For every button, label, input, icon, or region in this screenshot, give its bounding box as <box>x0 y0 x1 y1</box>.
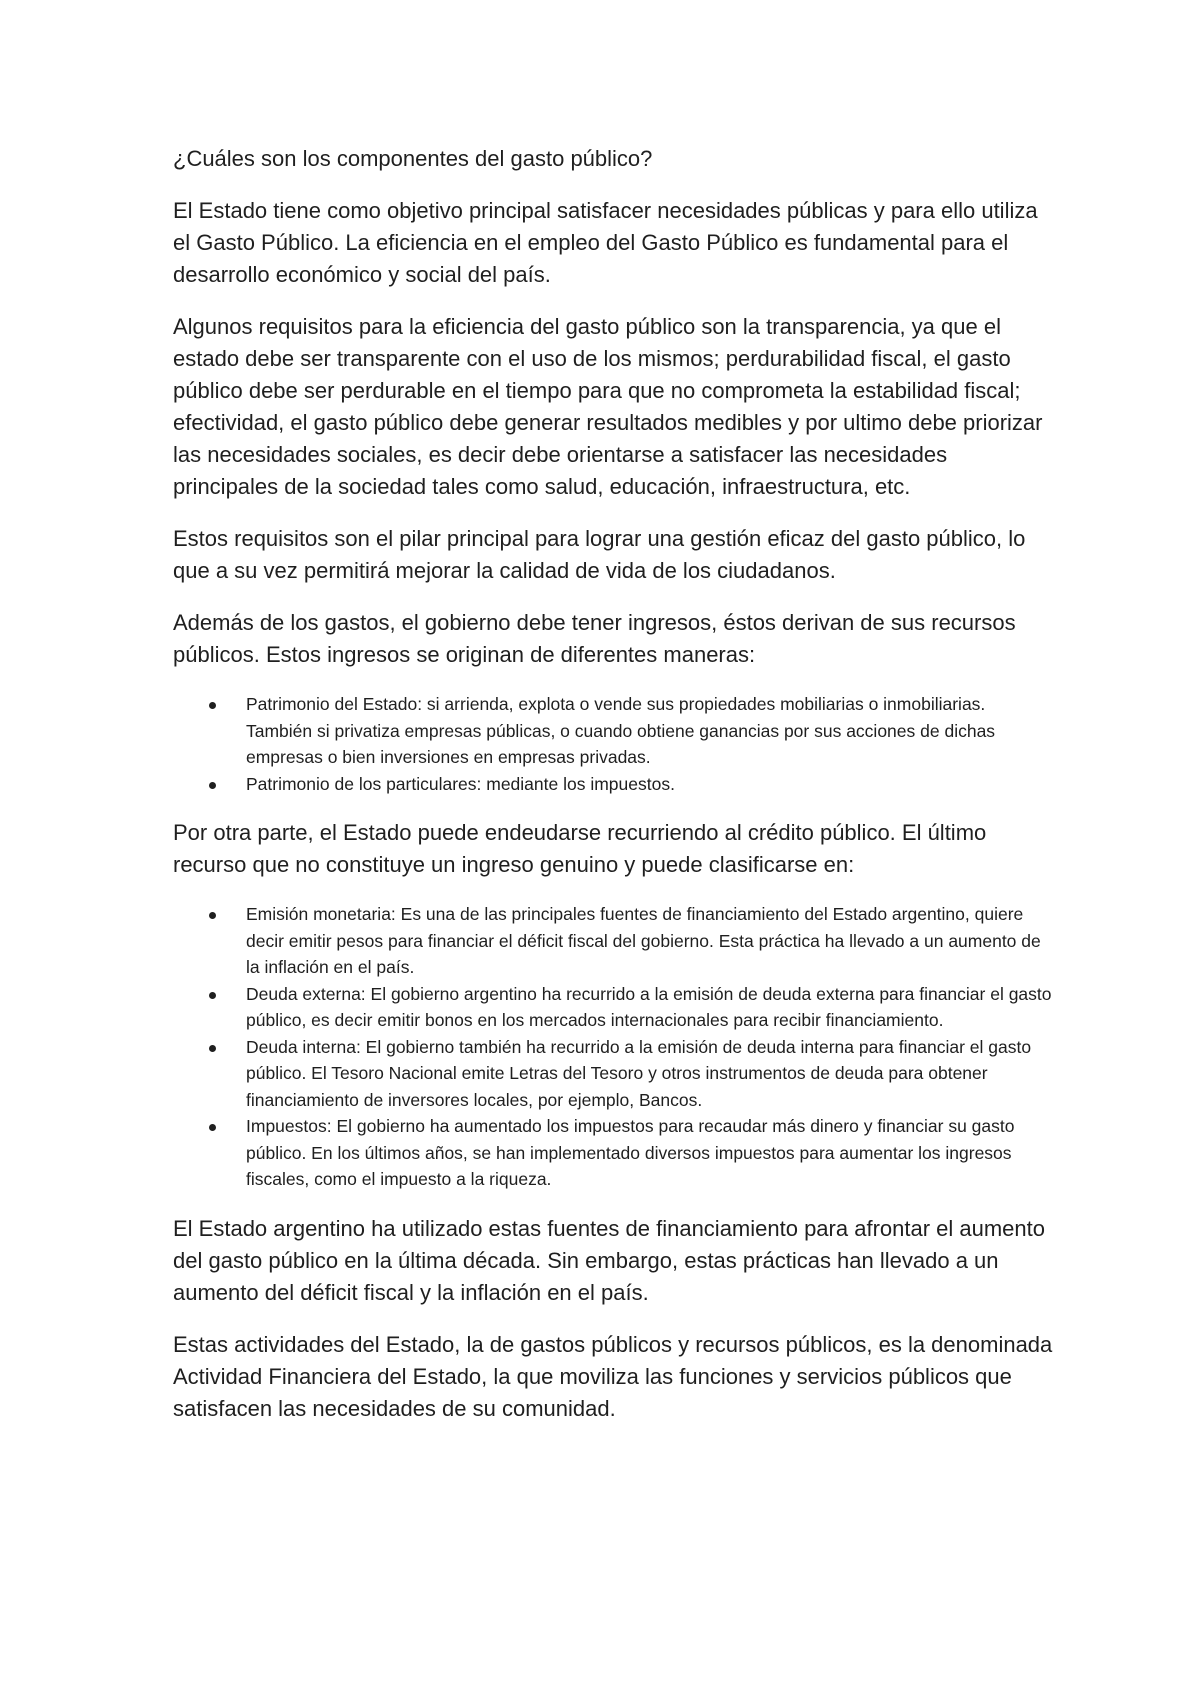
list-item-text: Patrimonio del Estado: si arrienda, explota o vende sus propiedades mobiliarias o inmobiliarias. También si privatiza empresas públicas, o cuando obtiene ganancias por sus acciones de dichas empresas o bien inversiones en empresas privadas. <box>246 694 996 767</box>
bullet-icon <box>209 1045 216 1052</box>
document-question: ¿Cuáles son los componentes del gasto público? <box>173 146 653 171</box>
paragraph-credito: Por otra parte, el Estado puede endeudarse recurriendo al crédito público. El último recurso que no constituye un ingreso genuino y puede clasificarse en: <box>173 820 987 877</box>
list-item <box>173 981 1053 1034</box>
list-item-text: Deuda interna: El gobierno también ha recurrido a la emisión de deuda interna para financiar el gasto público. El Tesoro Nacional emite Letras del Tesoro y otros instrumentos de deuda para obtener financiamiento de inversores locales, por ejemplo, Bancos. <box>246 1036 1032 1110</box>
paragraph-pilar: Estos requisitos son el pilar principal para lograr una gestión eficaz del gasto público, lo que a su vez permitirá mejorar la calidad de vida de los ciudadanos. <box>173 526 1026 583</box>
list-item-text: Emisión monetaria: Es una de las principales fuentes de financiamiento del Estado argentino, quiere decir emitir pesos para financiar el déficit fiscal del gobierno. Esta práctica ha llevado a un aumento de la inflación en el país. <box>246 904 1041 977</box>
list-item <box>173 1034 1053 1114</box>
list-financiamiento <box>173 901 1053 1193</box>
bullet-icon <box>209 912 216 919</box>
list-item-text: Patrimonio de los particulares: mediante los impuestos. <box>246 773 675 794</box>
bullet-icon <box>209 1124 216 1131</box>
paragraph-argentino: El Estado argentino ha utilizado estas fuentes de financiamiento para afrontar el aumento del gasto público en la última década. Sin embargo, estas prácticas han llevado a un aumento del déficit fiscal y la inflación en el país. <box>173 1215 1045 1305</box>
list-item <box>173 691 1053 771</box>
paragraph-requisitos: Algunos requisitos para la eficiencia del gasto público son la transparencia, ya que el estado debe ser transparente con el uso de los mismos; perdurabilidad fiscal, el gasto público debe ser perdurable en el tiempo para que no comprometa la estabilidad fiscal; efectividad, el gasto público debe generar resultados medibles y por ultimo debe priorizar las necesidades sociales, es decir debe orientarse a satisfacer las necesidades principales de la sociedad tales como salud, educación, infraestructura, etc. <box>173 314 1043 499</box>
bullet-icon <box>209 782 216 789</box>
bullet-icon <box>209 702 216 709</box>
bullet-icon <box>209 992 216 999</box>
paragraph-objetivo: El Estado tiene como objetivo principal satisfacer necesidades públicas y para ello utiliza el Gasto Público. La eficiencia en el empleo del Gasto Público es fundamental para el desarrollo económico y social del país. <box>173 198 1038 287</box>
list-item-text: Impuestos: El gobierno ha aumentado los impuestos para recaudar más dinero y financiar su gasto público. En los últimos años, se han implementado diversos impuestos para aumentar los ingresos fiscales, como el impuesto a la riqueza. <box>246 1116 1015 1189</box>
paragraph-ingresos: Además de los gastos, el gobierno debe tener ingresos, éstos derivan de sus recursos públicos. Estos ingresos se originan de diferentes maneras: <box>173 610 1016 667</box>
paragraph-actividad-financiera: Estas actividades del Estado, la de gastos públicos y recursos públicos, es la denominada Actividad Financiera del Estado, la que moviliza las funciones y servicios públicos que satisfacen las necesidades de su comunidad. <box>173 1331 1053 1421</box>
list-ingresos <box>173 691 1053 797</box>
document-page <box>173 143 1053 1445</box>
list-item <box>173 1113 1053 1193</box>
list-item <box>173 771 1053 798</box>
list-item-text: Deuda externa: El gobierno argentino ha recurrido a la emisión de deuda externa para financiar el gasto público, es decir emitir bonos en los mercados internacionales para recibir financiamiento. <box>246 983 1052 1030</box>
list-item <box>173 901 1053 981</box>
